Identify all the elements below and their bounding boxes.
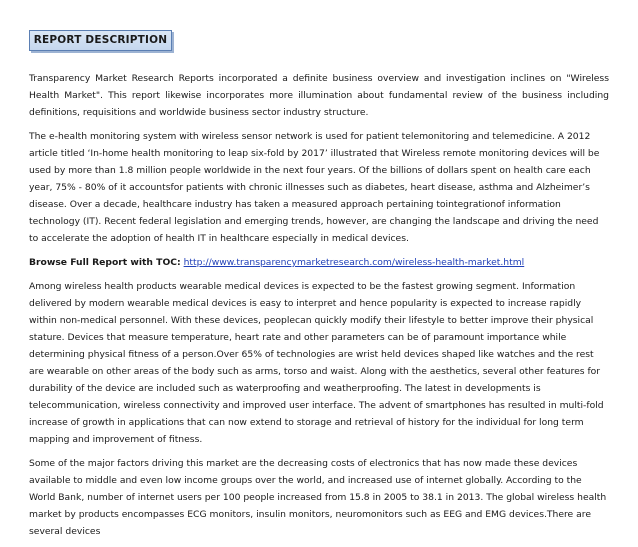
report-description-heading: REPORT DESCRIPTION — [29, 30, 172, 51]
paragraph-market-drivers: Some of the major factors driving this market are the decreasing costs of electronics that has now made these devices available to middle and even low income groups over the world, and increased use of internet globally. According to the World Bank, number of internet users per 100 people increased from 15.8 in 2005 to 38.1 in 2013. The global wireless health market by products encompasses ECG monitors, insulin monitors, neuromonitors such as EEG and EMG devices.There are several devices — [29, 458, 607, 537]
toc-label: Browse Full Report with TOC: — [29, 257, 181, 268]
paragraph-overview: Transparency Market Research Reports incorporated a definite business overview and investigation inclines on "Wireless Health Market". This report likewise incorporates more illumination about fundamental review of the business including definitions, requisitions and worldwide business sector industry structure. — [29, 73, 609, 118]
paragraph-wearables: Among wireless health products wearable medical devices is expected to be the fastest growing segment. Information delivered by modern wearable medical devices is easy to interpret and hence popularity is expected to increase rapidly within non-medical personnel. With these devices, peoplecan quickly modify their lifestyle to better improve their physical stature. Devices that measure temperature, heart rate and other parameters can be of paramount importance while determining physical fitness of a person.Over 65% of technologies are wrist held devices shaped like watches and the rest are wearable on other areas of the body such as arms, torso and waist. Along with the aesthetics, several other features for durability of the device are included such as waterproofing and weatherproofing. The latest in developments is telecommunication, wireless connectivity and improved user interface. The advent of smartphones has resulted in multi-fold increase of growth in applications that can now extend to storage and retrieval of history for the individual for long term mapping and improvement of fitness. — [29, 281, 604, 445]
report-body — [29, 70, 609, 547]
paragraph-ehealth: The e-health monitoring system with wireless sensor network is used for patient telemonitoring and telemedicine. A 2012 article titled ‘In-home health monitoring to leap six-fold by 2017’ illustrated that Wireless remote monitoring devices will be used by more than 1.8 million people worldwide in the next four years. Of the billions of dollars spent on health care each year, 75% - 80% of it accountsfor patients with chronic illnesses such as diabetes, heart disease, asthma and Alzheimer’s disease. Over a decade, healthcare industry has taken a measured approach pertaining tointegrationof information technology (IT). Recent federal legislation and emerging trends, however, are changing the landscape and driving the need to accelerate the adoption of health IT in healthcare especially in medical devices. — [29, 131, 600, 244]
toc-line — [29, 254, 609, 271]
toc-link[interactable]: http://www.transparencymarketresearch.com/wireless-health-market.html — [183, 257, 525, 268]
